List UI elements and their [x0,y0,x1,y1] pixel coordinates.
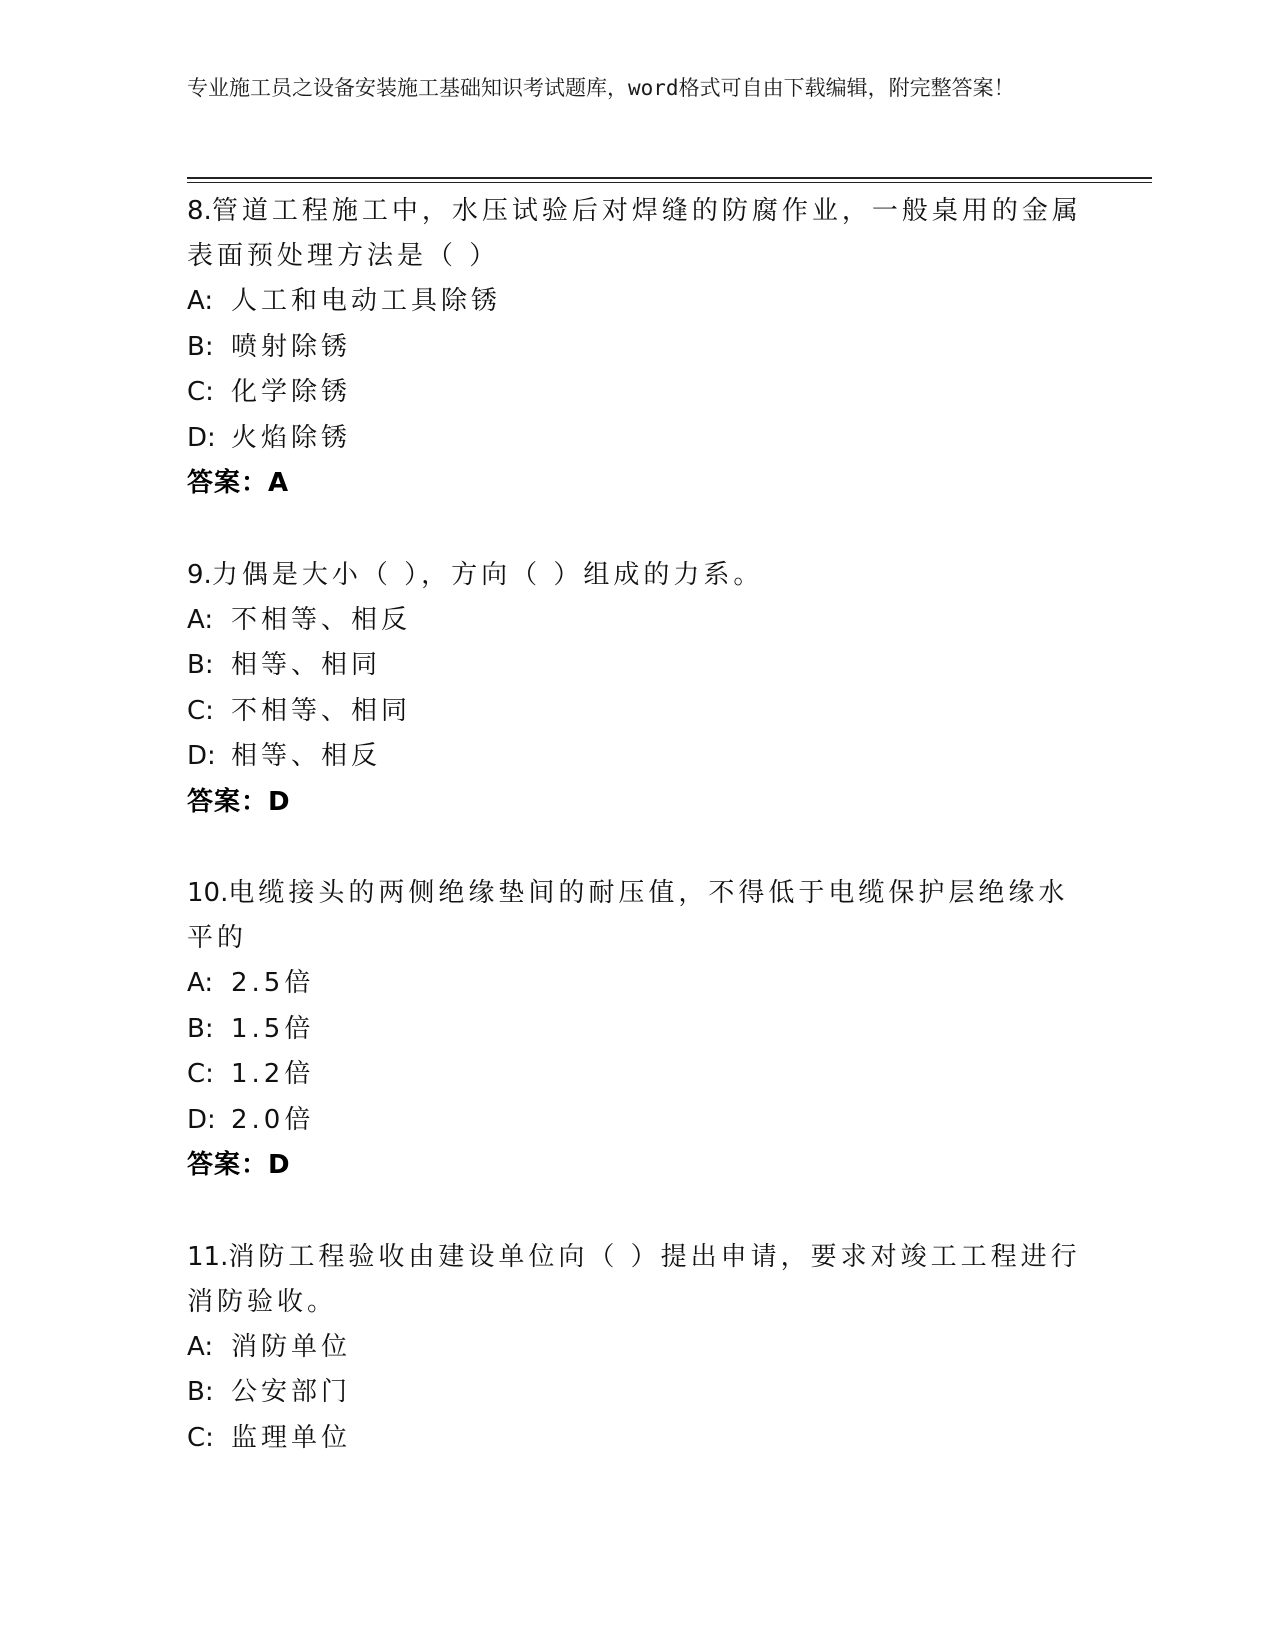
option-c [187,370,1087,416]
option-letter: C: [187,377,214,407]
option-text: 相等、相同 [231,650,382,680]
header-divider-thin [187,182,1152,183]
option-letter: D: [187,422,216,453]
question-number: 8. [187,196,212,226]
option-c [187,1052,1087,1098]
question-text: 管道工程施工中，水压试验后对焊缝的防腐作业，一般桌用的金属表面预处理方法是（ ） [187,196,1082,271]
answer-line: 答案：D [187,786,291,817]
option-b [187,325,1087,371]
question-8 [187,189,1087,507]
option-c [187,689,1087,735]
option-letter: B: [187,1377,214,1407]
option-letter: C: [187,695,214,726]
question-number: 10. [187,878,229,908]
question-text: 电缆接头的两侧绝缘垫间的耐压值，不得低于电缆保护层绝缘水平的 [187,878,1069,953]
option-letter: D: [187,1104,216,1135]
option-letter: A: [187,968,214,998]
option-text: 喷射除锈 [231,331,352,362]
option-text: 不相等、相同 [231,695,412,726]
option-b [187,1370,1087,1416]
option-text: 1.5倍 [231,1013,315,1044]
question-text: 力偶是大小（ ），方向（ ）组成的力系。 [211,559,764,590]
question-list [187,189,1087,1507]
question-stem [187,553,1087,598]
header-text: 专业施工员之设备安装施工基础知识考试题库，word格式可自由下载编辑，附完整答案！ [187,76,1015,100]
option-text: 火焰除锈 [231,422,352,453]
option-letter: B: [187,650,214,680]
question-11 [187,1235,1087,1462]
option-text: 公安部门 [231,1377,352,1407]
option-text: 2.0倍 [231,1104,315,1135]
option-a [187,279,1087,325]
document-header [187,72,1067,104]
option-letter: B: [187,1013,214,1044]
option-b [187,1007,1087,1053]
question-number: 11. [187,1241,229,1272]
option-text: 消防单位 [231,1331,352,1362]
option-letter: A: [187,604,214,635]
question-stem [187,871,1087,961]
option-d [187,416,1087,462]
question-10 [187,871,1087,1189]
question-9 [187,553,1087,826]
option-a [187,1325,1087,1371]
option-letter: A: [187,1331,214,1362]
option-d [187,1098,1087,1144]
option-d [187,734,1087,780]
option-text: 化学除锈 [231,377,352,407]
option-letter: C: [187,1059,214,1089]
header-divider-thick [187,177,1152,179]
option-letter: D: [187,741,216,771]
option-text: 人工和电动工具除锈 [231,286,502,316]
option-text: 1.2倍 [231,1059,315,1089]
option-letter: C: [187,1422,214,1453]
answer-line: 答案：A [187,468,290,498]
option-letter: A: [187,286,214,316]
option-text: 监理单位 [231,1422,352,1453]
option-a [187,961,1087,1007]
question-text: 消防工程验收由建设单位向（ ）提出申请，要求对竣工工程进行消防验收。 [187,1241,1081,1317]
option-text: 相等、相反 [231,741,382,771]
option-text: 不相等、相反 [231,604,412,635]
option-c [187,1416,1087,1462]
answer-line: 答案：D [187,1150,291,1180]
option-letter: B: [187,331,214,362]
option-text: 2.5倍 [231,968,315,998]
question-number: 9. [187,559,212,590]
question-stem [187,189,1087,279]
question-stem [187,1235,1087,1325]
option-b [187,643,1087,689]
option-a [187,598,1087,644]
